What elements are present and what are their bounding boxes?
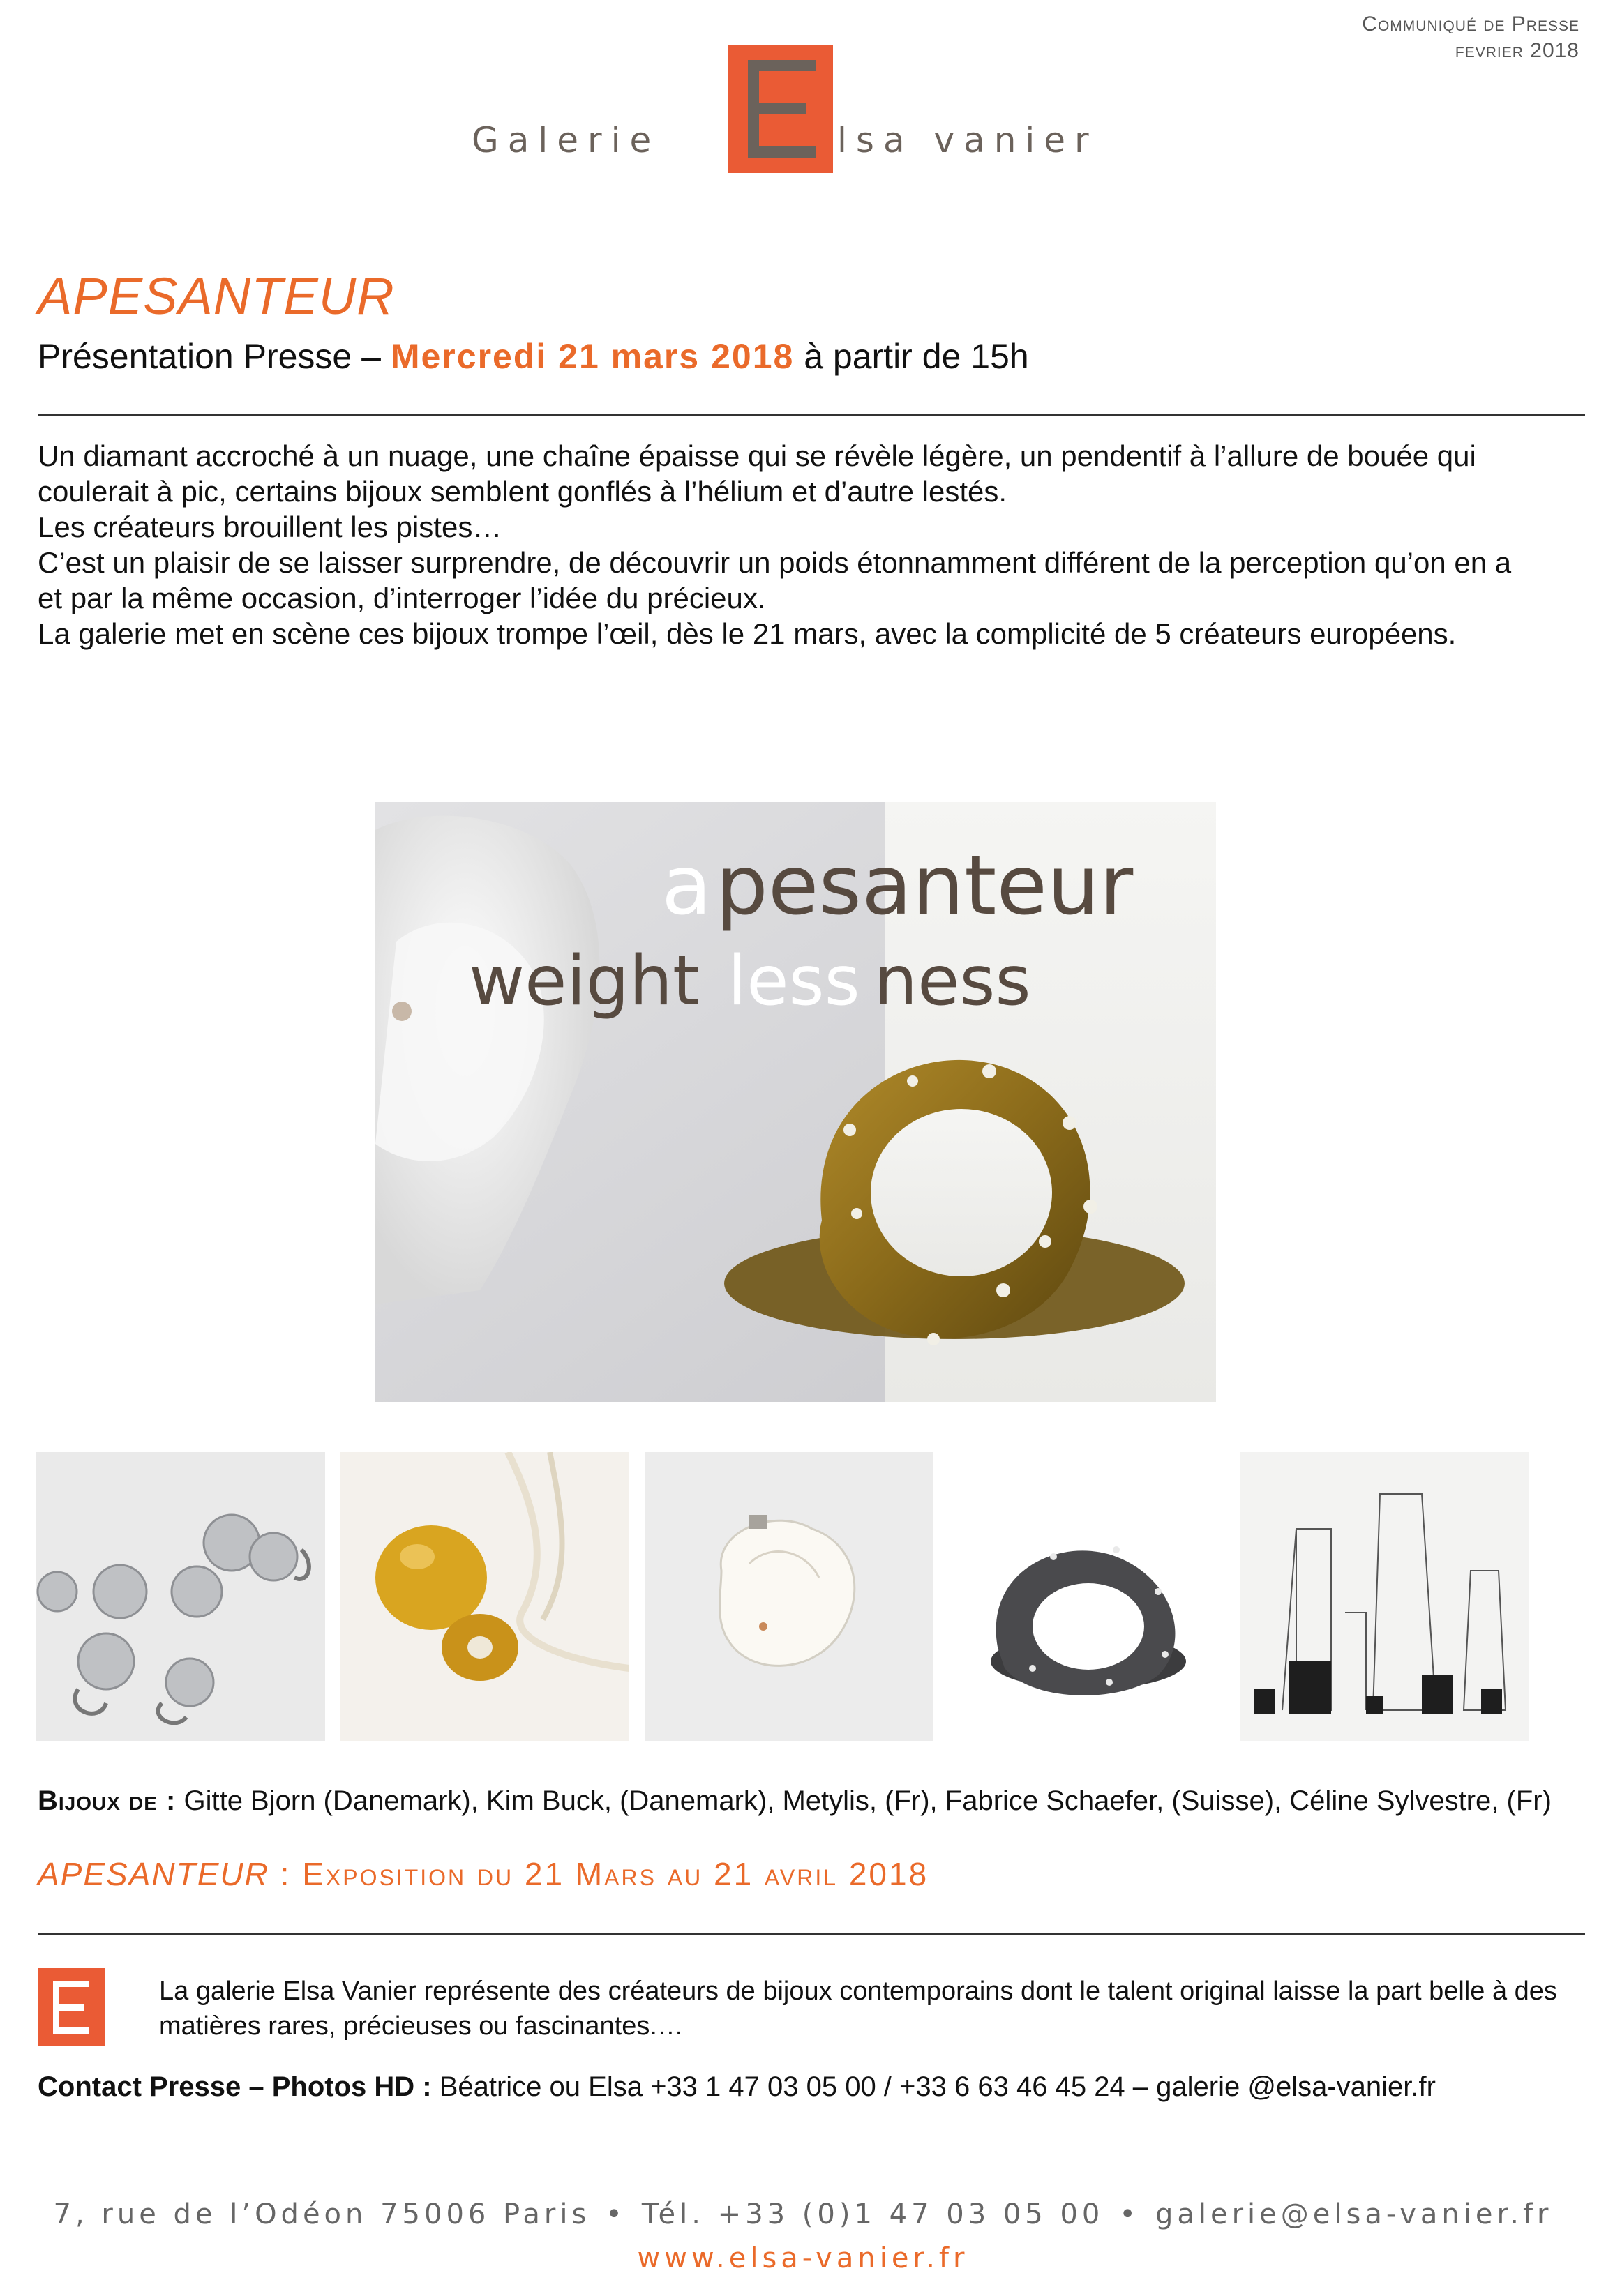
gold-pendant-photo [340, 1452, 629, 1741]
logo-word-left: Galerie [472, 120, 661, 160]
designers-names: Gitte Bjorn (Danemark), Kim Buck, (Danemark), Metylis, (Fr), Fabrice Schaefer, (Suisse), Céline Sylvestre, (Fr) [176, 1785, 1552, 1816]
gallery-logo [0, 0, 1606, 181]
footer-phone: Tél. +33 (0)1 47 03 05 00 [641, 2198, 1104, 2230]
image-word-less: less [728, 942, 860, 1021]
doc-type: Communiqué de Presse [1362, 13, 1579, 36]
exhibition-title: APESANTEUR [38, 1856, 269, 1892]
footer-website[interactable]: www.elsa-vanier.fr [637, 2242, 969, 2274]
intro-paragraph: C’est un plaisir de se laisser surprendre, de découvrir un poids étonnamment différent de la perception qu’on en a et par la même occasion, d’interroger l’idée du précieux. [38, 546, 1512, 614]
gallery-description: La galerie Elsa Vanier représente des créateurs de bijoux contemporains dont le talent original laisse la part belle à des matières rares, précieuses ou fascinantes.… [159, 1977, 1557, 2041]
footer-address-line [0, 2198, 1606, 2230]
exhibition-period: : Exposition du 21 Mars au 21 avril 2018 [269, 1856, 929, 1892]
doc-date: fevrier 2018 [1455, 39, 1579, 62]
designers-list [38, 1785, 1552, 1817]
small-logo-e-icon [38, 1968, 105, 2046]
intro-paragraph: Les créateurs brouillent les pistes… [38, 511, 502, 543]
main-exhibition-image [375, 802, 1216, 1402]
footer-email[interactable]: galerie@elsa-vanier.fr [1155, 2198, 1553, 2230]
white-flower-ring-photo [645, 1452, 933, 1741]
press-contact [38, 2071, 1436, 2103]
image-word-ness: ness [874, 942, 1031, 1021]
image-word-weight: weight [469, 942, 700, 1021]
subtitle-prefix: Présentation Presse – [38, 337, 391, 376]
logo-word-right: lsa vanier [837, 120, 1098, 160]
small-logo [38, 1968, 105, 2046]
intro-text [38, 438, 1538, 651]
image-word-a: a [661, 837, 712, 933]
bullet-separator: • [1119, 2198, 1140, 2230]
contact-label: Contact Presse – Photos HD : [38, 2071, 432, 2102]
contact-details: Béatrice ou Elsa +33 1 47 03 05 00 / +33 6 63 46 45 24 – galerie @elsa-vanier.fr [431, 2071, 1436, 2102]
footer-address: 7, rue de l’Odéon 75006 Paris [53, 2198, 591, 2230]
subtitle-date: Mercredi 21 mars 2018 [390, 337, 795, 376]
intro-paragraph: La galerie met en scène ces bijoux trompe l’œil, dès le 21 mars, avec la complicité de 5 créateurs européens. [38, 617, 1457, 650]
exhibition-dates [38, 1855, 929, 1893]
subtitle-suffix: à partir de 15h [794, 337, 1029, 376]
press-subtitle [38, 336, 1029, 377]
image-word-pesanteur: pesanteur [716, 837, 1134, 933]
logo-e-icon [728, 45, 833, 173]
page-title: APESANTEUR [38, 267, 395, 325]
intro-paragraph: Un diamant accroché à un nuage, une chaîne épaisse qui se révèle légère, un pendentif à l’allure de bouée qui coulerait à pic, certains bijoux semblent gonflés à l’hélium et d’autre lestés. [38, 439, 1476, 508]
bullet-separator: • [606, 2198, 626, 2230]
divider-bottom [38, 1933, 1585, 1935]
silver-pendants-photo [36, 1452, 325, 1741]
dark-ring-photo [949, 1452, 1238, 1741]
logo-e-box [728, 45, 833, 173]
designers-label: Bijoux de : [38, 1785, 177, 1816]
divider-top [38, 414, 1585, 416]
wire-weights-photo [1240, 1452, 1529, 1741]
